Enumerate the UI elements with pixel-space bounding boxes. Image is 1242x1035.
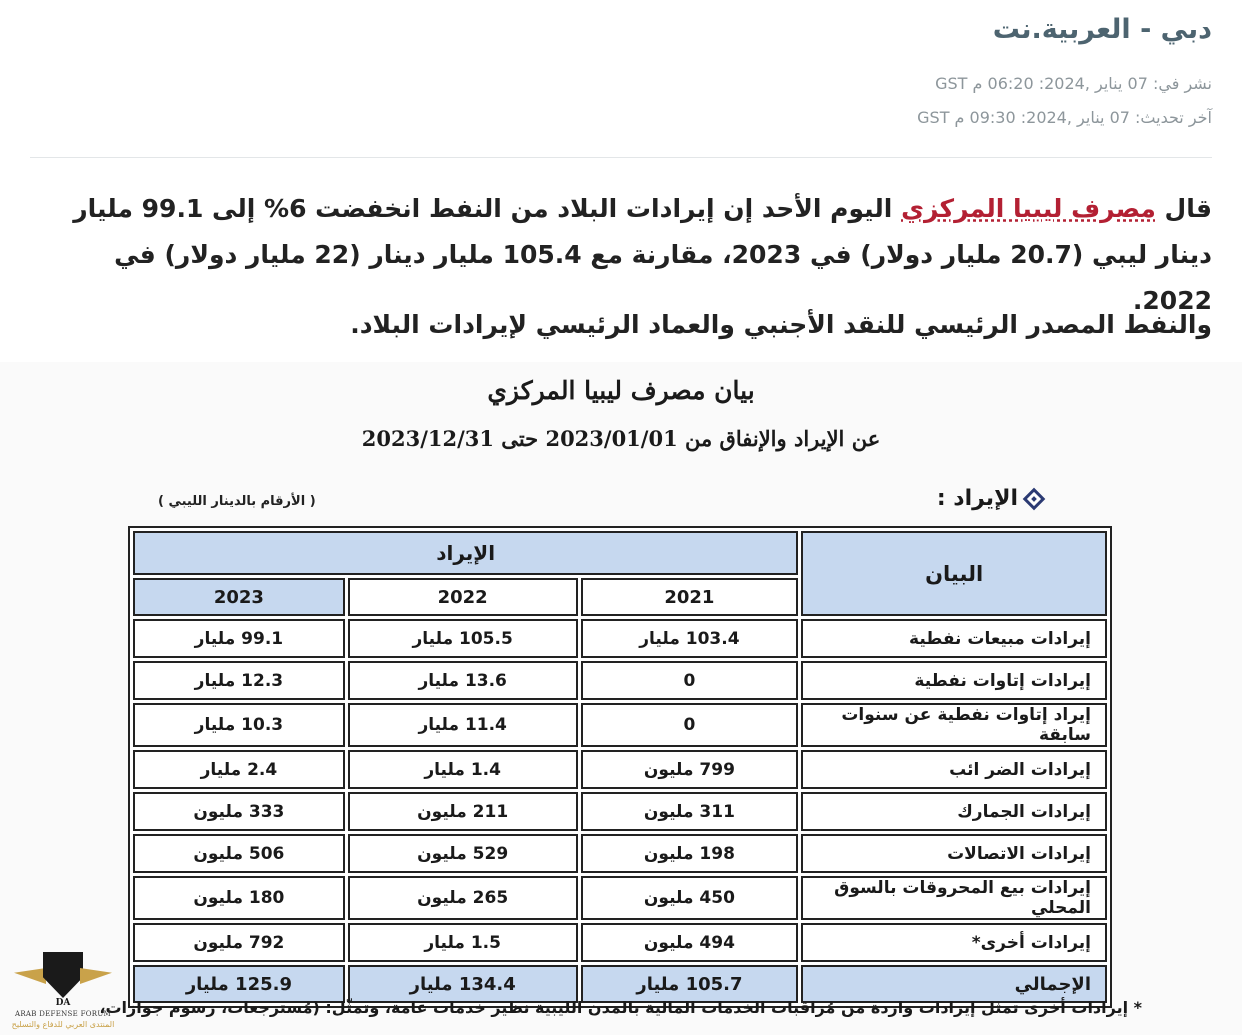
row-label: إيرادات الضر ائب [801,750,1107,789]
cell-2021: 450 مليون [581,876,799,920]
cell-2021: 198 مليون [581,834,799,873]
statement-image [0,362,1242,1035]
year-header-2023: 2023 [133,578,345,616]
total-2023: 125.9 مليار [133,965,345,1003]
row-label: إيرادات الجمارك [801,792,1107,831]
statement-subtitle: عن الإيراد والإنفاق من 2023/01/01 حتى 2023/12/31 [361,426,881,451]
header-divider [30,157,1212,158]
cell-2022: 1.4 مليار [348,750,578,789]
logo-da-text: DA [55,998,71,1008]
cell-2021: 494 مليون [581,923,799,962]
table-row [133,703,1107,747]
table-row [133,792,1107,831]
row-label: إيرادات أخرى* [801,923,1107,962]
cell-2023: 99.1 مليار [133,619,345,658]
cell-2022: 265 مليون [348,876,578,920]
cell-2022: 11.4 مليار [348,703,578,747]
cell-2022: 13.6 مليار [348,661,578,700]
revenue-section-label: الإيراد : [936,486,1018,511]
dateline-location: دبي - العربية.نت [992,14,1212,45]
cell-2021: 799 مليون [581,750,799,789]
table-row [133,750,1107,789]
cell-2021: 311 مليون [581,792,799,831]
currency-note: ( الأرقام بالدينار الليبي ) [158,494,316,509]
article-paragraph-2: والنفط المصدر الرئيسي للنقد الأجنبي والعماد الرئيسي لإيرادات البلاد. [350,310,1212,339]
cell-2023: 12.3 مليار [133,661,345,700]
table-row [133,834,1107,873]
cell-2021: 0 [581,661,799,700]
wing-left-icon [14,968,46,984]
logo-arabic-text: المنتدى العربي للدفاع والتسليح [11,1020,115,1029]
table-header-group: الإيراد [133,531,798,575]
revenue-section-heading [937,486,1042,511]
cell-2022: 105.5 مليار [348,619,578,658]
row-label: إيرادات الاتصالات [801,834,1107,873]
arab-defense-forum-watermark [8,950,118,1035]
total-2021: 105.7 مليار [581,965,799,1003]
shield-icon [43,952,83,998]
published-date: نشر في: 07 يناير ,2024: 06:20 م GST [935,74,1212,93]
logo-name-text: ARAB DEFENSE FORUM [14,1010,112,1018]
cell-2023: 180 مليون [133,876,345,920]
year-header-2022: 2022 [348,578,578,616]
cell-2023: 10.3 مليار [133,703,345,747]
diamond-bullet-icon [1023,487,1046,510]
table-row [133,661,1107,700]
cell-2023: 2.4 مليار [133,750,345,789]
article-header [30,10,1212,135]
wing-right-icon [80,968,112,984]
year-header-2021: 2021 [581,578,799,616]
cell-2023: 333 مليون [133,792,345,831]
table-header-label: البيان [801,531,1107,616]
row-label: إيرادات مبيعات نفطية [801,619,1107,658]
cell-2022: 529 مليون [348,834,578,873]
row-label: إيرادات إتاوات نفطية [801,661,1107,700]
paragraph-body: اليوم الأحد إن إيرادات البلاد من النفط انخفضت 6% إلى 99.1 مليار دينار ليبي (20.7 مليار دولار) في 2023، مقارنة مع 105.4 مليار دينار (22 مليار دولار) في 2022. [73,194,1212,315]
row-label: إيرادات بيع المحروقات بالسوق المحلي [801,876,1107,920]
table-footnote: * إيرادات أخرى تمثل إيرادات واردة من مُراقبات الخدمات المالية بالمدن الليبية نظير خدمات عامة، وتمثّل: (مُسترجعات، رسوم جوازات، [99,998,1142,1017]
revenue-table [128,526,1112,1008]
cell-2022: 1.5 مليار [348,923,578,962]
row-label: إيراد إتاوات نفطية عن سنوات سابقة [801,703,1107,747]
statement-title: بيان مصرف ليبيا المركزي [487,376,755,405]
cell-2023: 506 مليون [133,834,345,873]
table-row [133,923,1107,962]
cell-2022: 211 مليون [348,792,578,831]
updated-date: آخر تحديث: 07 يناير ,2024: 09:30 م GST [917,108,1212,127]
total-label: الإجمالي [801,965,1107,1003]
table-row [133,876,1107,920]
total-2022: 134.4 مليار [348,965,578,1003]
cell-2021: 103.4 مليار [581,619,799,658]
paragraph-intro: قال [1155,194,1212,223]
table-row [133,619,1107,658]
central-bank-link[interactable]: مصرف ليبيا المركزي [901,194,1156,223]
cell-2021: 0 [581,703,799,747]
cell-2023: 792 مليون [133,923,345,962]
